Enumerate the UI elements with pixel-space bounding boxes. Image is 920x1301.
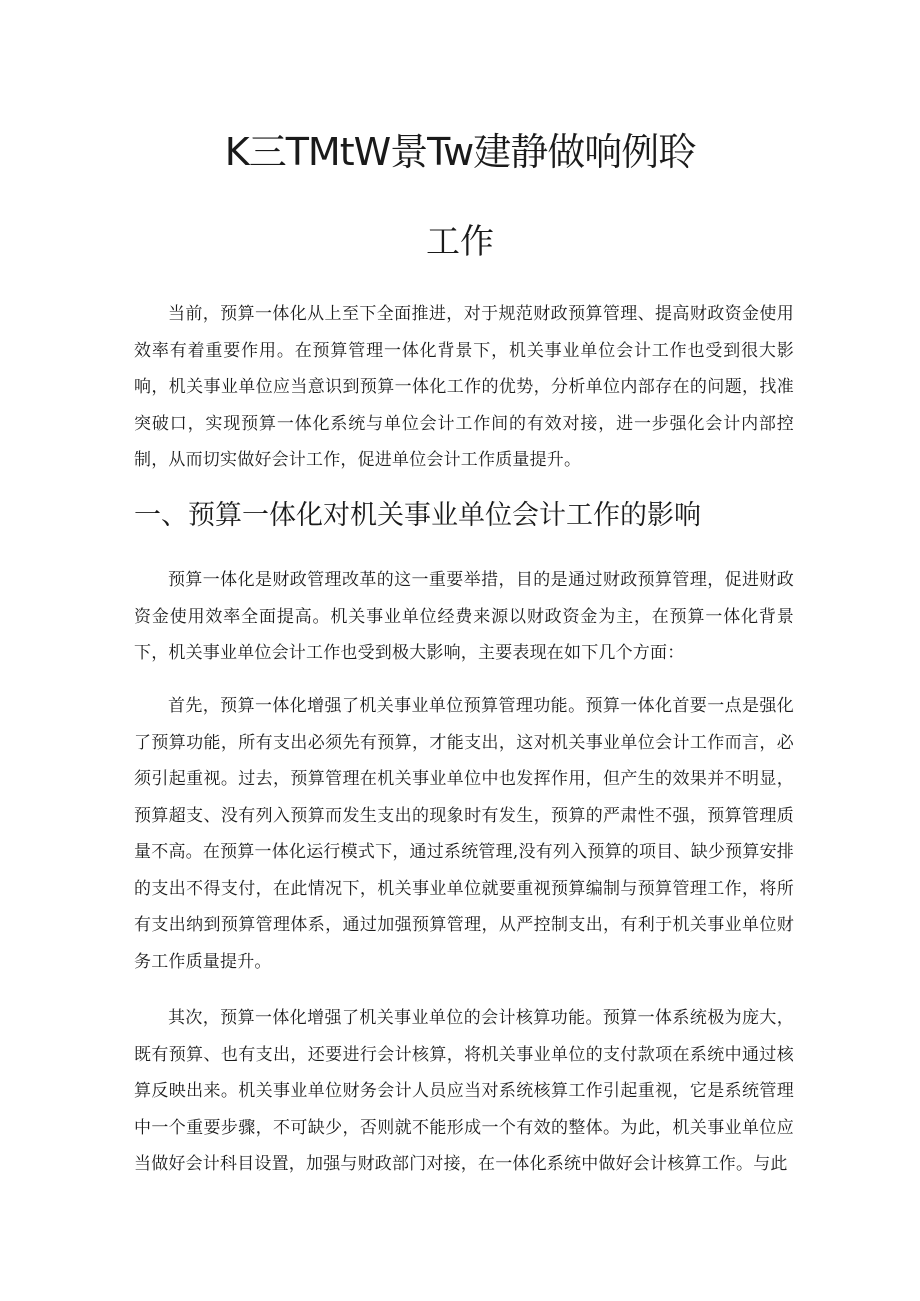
intro-paragraph: 当前，预算一体化从上至下全面推进，对于规范财政预算管理、提高财政资金使用效率有着重要作用。在预算管理一体化背景下，机关事业单位会计工作也受到很大影响，机关事业单位应当意识到预算一体化工作的优势，分析单位内部存在的问题，找准突破口，实现预算一体化系统与单位会计工作间的有效对接，进一步强化会计内部控制，从而切实做好会计工作，促进单位会计工作质量提升。	[134, 304, 794, 470]
document-title-line-1: K三TMtW景Tw建静做响例聆	[224, 130, 696, 174]
section-paragraph-3: 其次，预算一体化增强了机关事业单位的会计核算功能。预算一体系统极为庞大，既有预算、也有支出，还要进行会计核算，将机关事业单位的支付款项在系统中通过核算反映出来。机关事业单位财务会计人员应当对系统核算工作引起重视，它是系统管理中一个重要步骤，不可缺少，否则就不能形成一个有效的整体。为此，机关事业单位应当做好会计科目设置，加强与财政部门对接，在一体化系统中做好会计核算工作。与此	[134, 1008, 794, 1174]
section-paragraph-1: 预算一体化是财政管理改革的这一重要举措，目的是通过财政预算管理，促进财政资金使用效率全面提高。机关事业单位经费来源以财政资金为主，在预算一体化背景下，机关事业单位会计工作也受到极大影响，主要表现在如下几个方面：	[134, 570, 794, 663]
section-paragraph-2: 首先，预算一体化增强了机关事业单位预算管理功能。预算一体化首要一点是强化了预算功能，所有支出必须先有预算，才能支出，这对机关事业单位会计工作而言，必须引起重视。过去，预算管理在机关事业单位中也发挥作用，但产生的效果并不明显，预算超支、没有列入预算而发生支出的现象时有发生，预算的严肃性不强，预算管理质量不高。在预算一体化运行模式下，通过系统管理,没有列入预算的项目、缺少预算安排的支出不得支付，在此情况下，机关事业单位就要重视预算编制与预算管理工作，将所有支出纳到预算管理体系，通过加强预算管理，从严控制支出，有利于机关事业单位财务工作质量提升。	[134, 696, 794, 972]
document-title-line-2: 工作	[426, 222, 494, 262]
section-heading: 一、预算一体化对机关事业单位会计工作的影响	[134, 500, 701, 531]
